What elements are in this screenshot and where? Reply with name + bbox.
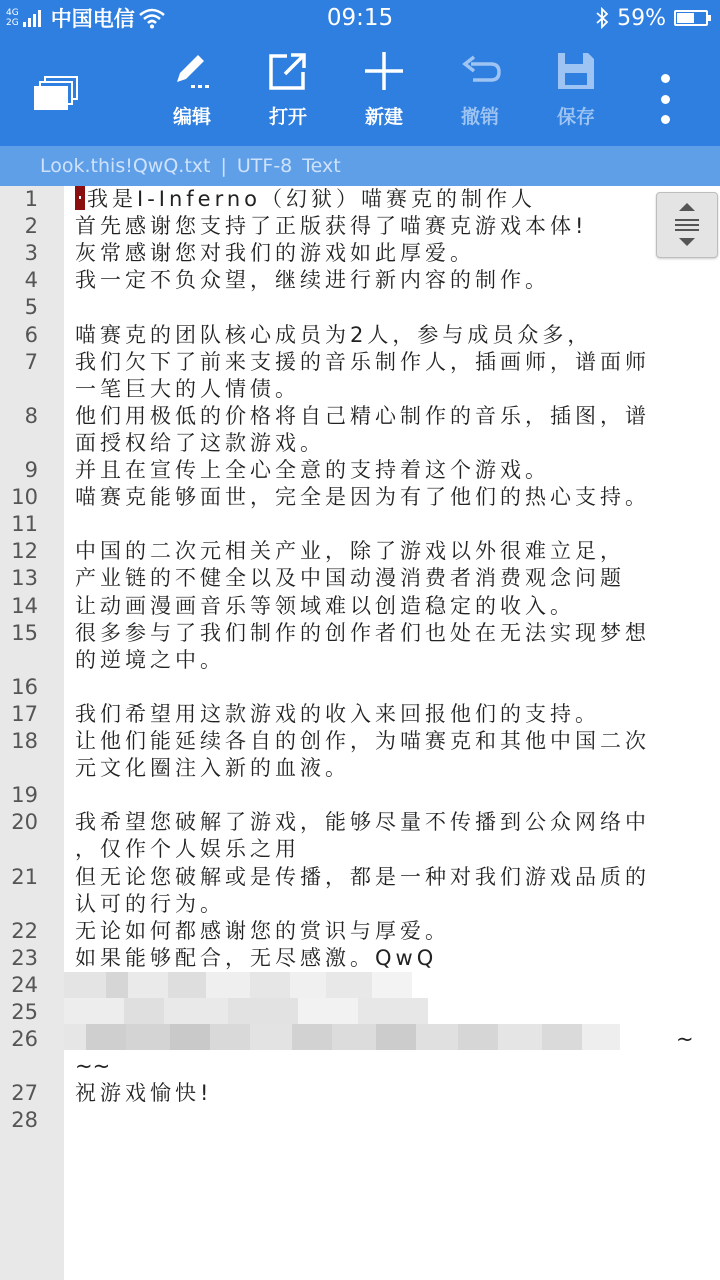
- line-text: 的逆境之中。: [75, 647, 225, 672]
- new-label: 新建: [364, 106, 403, 128]
- redacted-line-25: [64, 972, 412, 998]
- line-number: 17: [11, 701, 38, 726]
- line-text: ，仅作个人娱乐之用: [75, 837, 300, 862]
- undo-icon: [459, 50, 501, 92]
- line-text: [75, 186, 715, 213]
- wifi-icon: [139, 7, 165, 29]
- redacted-line-25b: [64, 998, 428, 1024]
- line-number: 28: [11, 1108, 38, 1133]
- save-label: 保存: [556, 106, 595, 128]
- edit-label: 编辑: [172, 106, 211, 128]
- line-text: 产业链的不健全以及中国动漫消费者消费观念问题: [75, 566, 625, 591]
- line-number: 5: [24, 295, 38, 320]
- line-text: 我一定不负众望，继续进行新内容的制作。: [75, 268, 550, 293]
- line-text: 很多参与了我们制作的创作者们也处在无法实现梦想: [75, 620, 650, 645]
- line-number: 19: [11, 783, 38, 808]
- status-bar: [0, 0, 720, 36]
- redacted-line-26: [64, 1024, 620, 1050]
- line-text: 认可的行为。: [75, 891, 225, 916]
- line-text: 元文化圈注入新的血液。: [75, 756, 350, 781]
- plus-icon: [363, 50, 405, 92]
- line-number: 27: [11, 1081, 38, 1106]
- pencil-icon: [171, 50, 213, 92]
- line-text: 喵赛克的团队核心成员为2人，参与成员众多，: [75, 322, 593, 347]
- line-number: 15: [11, 620, 38, 645]
- network-type-bottom: 2G: [6, 18, 19, 28]
- line-text: 我希望您破解了游戏，能够尽量不传播到公众网络中: [75, 810, 650, 835]
- file-info-bar: [0, 146, 720, 186]
- line-number: 2: [24, 214, 38, 239]
- line-text: 喵赛克能够面世，完全是因为有了他们的热心支持。: [75, 485, 650, 510]
- edit-button[interactable]: [157, 50, 227, 130]
- open-label: 打开: [268, 106, 307, 128]
- line-number: 6: [24, 322, 38, 347]
- text-editor[interactable]: [0, 186, 720, 1280]
- line-text: 首先感谢您支持了正版获得了喵赛克游戏本体!: [75, 214, 588, 239]
- line-number: 25: [11, 1000, 38, 1024]
- line-text: 中国的二次元相关产业，除了游戏以外很难立足，: [75, 539, 625, 564]
- file-encoding: UTF-8: [236, 155, 293, 177]
- line-number: 13: [11, 566, 38, 591]
- network-type: [6, 8, 19, 28]
- line-text: 让他们能延续各自的创作，为喵赛克和其他中国二次: [75, 729, 650, 753]
- line-number: 23: [11, 945, 38, 970]
- separator: |: [220, 155, 227, 177]
- line-text: 祝游戏愉快!: [75, 1081, 213, 1106]
- line-number: 16: [11, 674, 38, 699]
- line-text: 我们欠下了前来支援的音乐制作人，插画师，谱面师: [75, 349, 650, 374]
- bluetooth-icon: [595, 7, 609, 29]
- line-number: 18: [11, 729, 38, 753]
- line-number: 9: [24, 458, 38, 482]
- line-number: 20: [11, 810, 38, 835]
- line-number: 1: [24, 187, 38, 211]
- file-type: Text: [302, 155, 341, 177]
- line-number: 26: [11, 1027, 38, 1052]
- line-text: 并且在宣传上全心全意的支持着这个游戏。: [75, 458, 550, 482]
- line-text: 他们用极低的价格将自己精心制作的音乐，插图，谱: [75, 403, 650, 428]
- new-button[interactable]: [349, 50, 419, 130]
- undo-label: 撤销: [460, 106, 499, 128]
- toolbar: [0, 36, 720, 146]
- scroll-handle-icon: [657, 193, 717, 257]
- line-text: ~~: [75, 1054, 111, 1079]
- battery-icon: [674, 10, 708, 26]
- line-number: 21: [11, 864, 38, 889]
- line-number: 10: [11, 485, 38, 510]
- line-number: 12: [11, 539, 38, 564]
- line-number: 3: [24, 241, 38, 266]
- line-text-content: 我是I-Inferno（幻狱）喵赛克的制作人: [87, 187, 537, 211]
- battery-level: [677, 13, 694, 23]
- line-number: 22: [11, 918, 38, 943]
- line-text: ~: [676, 1027, 694, 1052]
- fast-scroll-thumb[interactable]: [656, 192, 718, 258]
- line-number: 4: [24, 268, 38, 293]
- line-text: 如果能够配合，无尽感激。QwQ: [75, 945, 438, 970]
- carrier-name: 中国电信: [50, 7, 135, 31]
- line-text: 让动画漫画音乐等领域难以创造稳定的收入。: [75, 593, 575, 618]
- more-options-icon[interactable]: [658, 74, 672, 124]
- open-button[interactable]: [253, 50, 323, 130]
- line-text: 面授权给了这款游戏。: [75, 430, 325, 455]
- open-external-icon: [267, 50, 309, 92]
- save-disk-icon: [555, 50, 597, 92]
- line-number: 8: [24, 403, 38, 428]
- undo-button[interactable]: [445, 50, 515, 130]
- windows-icon[interactable]: [34, 76, 78, 110]
- clock: 09:15: [326, 5, 394, 31]
- status-left: [6, 0, 165, 36]
- text-cursor: [75, 186, 85, 210]
- line-number: 7: [24, 349, 38, 374]
- line-number: 11: [11, 512, 38, 537]
- line-text: 无论如何都感谢您的赏识与厚爱。: [75, 918, 450, 943]
- line-text: 灰常感谢您对我们的游戏如此厚爱。: [75, 241, 475, 266]
- network-type-top: 4G: [6, 8, 19, 18]
- line-text: 一笔巨大的人情债。: [75, 376, 300, 401]
- battery-percent: 59%: [617, 5, 666, 31]
- file-name: Look.this!QwQ.txt: [40, 155, 211, 177]
- save-button[interactable]: [541, 50, 611, 130]
- status-right: [595, 0, 708, 36]
- line-number: 14: [11, 593, 38, 618]
- line-text: 但无论您破解或是传播，都是一种对我们游戏品质的: [75, 864, 650, 889]
- signal-icon: [23, 9, 41, 27]
- line-text: 我们希望用这款游戏的收入来回报他们的支持。: [75, 701, 600, 726]
- line-number: 24: [11, 972, 38, 997]
